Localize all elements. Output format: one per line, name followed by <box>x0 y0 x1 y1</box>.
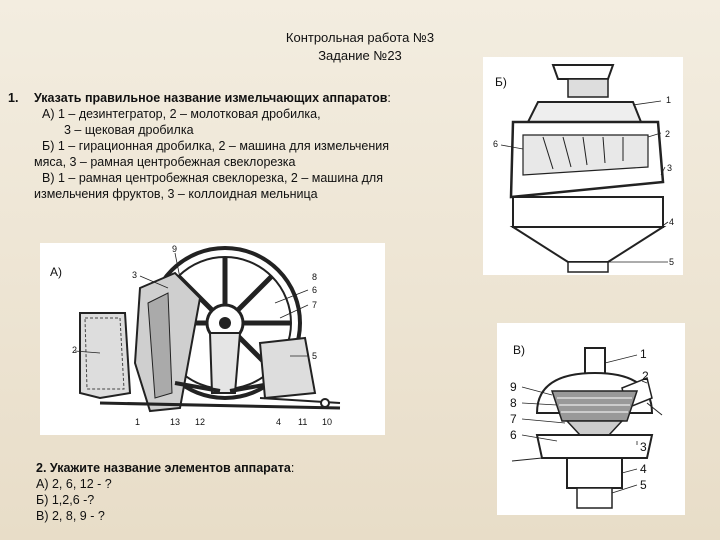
callout-a: 4 <box>276 417 282 427</box>
question-1-heading: Указать правильное название измельчающих аппаратов <box>34 91 388 105</box>
callout-b: 2 <box>665 129 671 139</box>
callout-a: 12 <box>195 417 206 427</box>
callout-b: 3 <box>667 163 673 173</box>
figure-a-panel <box>40 243 385 435</box>
callout-a: 7 <box>312 300 318 310</box>
figure-v-label: В) <box>513 343 525 357</box>
option-line: Б) 1 – гирационная дробилка, 2 – машина для измельчения <box>42 139 389 153</box>
callout-a: 11 <box>298 417 308 427</box>
jaw-crusher-drawing <box>40 243 385 435</box>
callout-b: 6 <box>493 139 499 149</box>
callout-v: 6 <box>510 428 517 442</box>
callout-a: 2 <box>72 345 78 355</box>
callout-a: 10 <box>322 417 333 427</box>
callout-b: 5 <box>669 257 675 267</box>
answer-line: Б) 1,2,6 -? <box>36 493 95 507</box>
figure-b-panel <box>483 57 683 275</box>
question-1-colon: : <box>387 91 391 105</box>
callout-v: 4 <box>640 462 647 476</box>
question-2-colon: : <box>290 461 295 475</box>
callout-v: 9 <box>510 380 517 394</box>
callout-v: 2 <box>642 369 649 383</box>
callout-v: 5 <box>640 478 647 492</box>
callout-a: 5 <box>312 351 318 361</box>
callout-v: 3 <box>640 440 647 454</box>
question-2-heading: 2. Укажите название элементов аппарата <box>36 461 291 475</box>
figure-b-label: Б) <box>495 75 507 89</box>
figure-a-label: А) <box>50 265 62 279</box>
callout-a: 8 <box>312 272 318 282</box>
option-line: В) 1 – рамная центробежная свеклорезка, 2 – машина для <box>42 171 383 185</box>
question-2 <box>36 460 294 524</box>
centrifugal-slicer-drawing <box>483 57 683 275</box>
callout-v: 7 <box>510 412 517 426</box>
answer-line: А) 2, 6, 12 - ? <box>36 477 112 491</box>
answer-line: В) 2, 8, 9 - ? <box>36 509 105 523</box>
callout-a: 3 <box>132 270 138 280</box>
figure-v-panel <box>497 323 685 515</box>
callout-v: 8 <box>510 396 517 410</box>
callout-a: 6 <box>312 285 318 295</box>
option-line: А) 1 – дезинтегратор, 2 – молотковая дробилка, <box>42 107 321 121</box>
colloid-mill-drawing <box>497 323 685 515</box>
callout-a: 1 <box>135 417 141 427</box>
page-title: Контрольная работа №3 <box>285 30 435 45</box>
option-line: измельчения фруктов, 3 – коллоидная мельница <box>34 187 318 201</box>
callout-a: 13 <box>170 417 181 427</box>
page-subtitle: Задание №23 <box>318 48 402 63</box>
question-1 <box>8 90 448 202</box>
option-line: 3 – щековая дробилка <box>64 123 194 137</box>
callout-b: 1 <box>666 95 672 105</box>
option-line: мяса, 3 – рамная центробежная свеклорезка <box>34 155 296 169</box>
callout-v: 1 <box>640 347 647 361</box>
callout-a: 9 <box>172 244 178 254</box>
question-1-number: 1. <box>8 91 19 105</box>
callout-b: 4 <box>669 217 675 227</box>
